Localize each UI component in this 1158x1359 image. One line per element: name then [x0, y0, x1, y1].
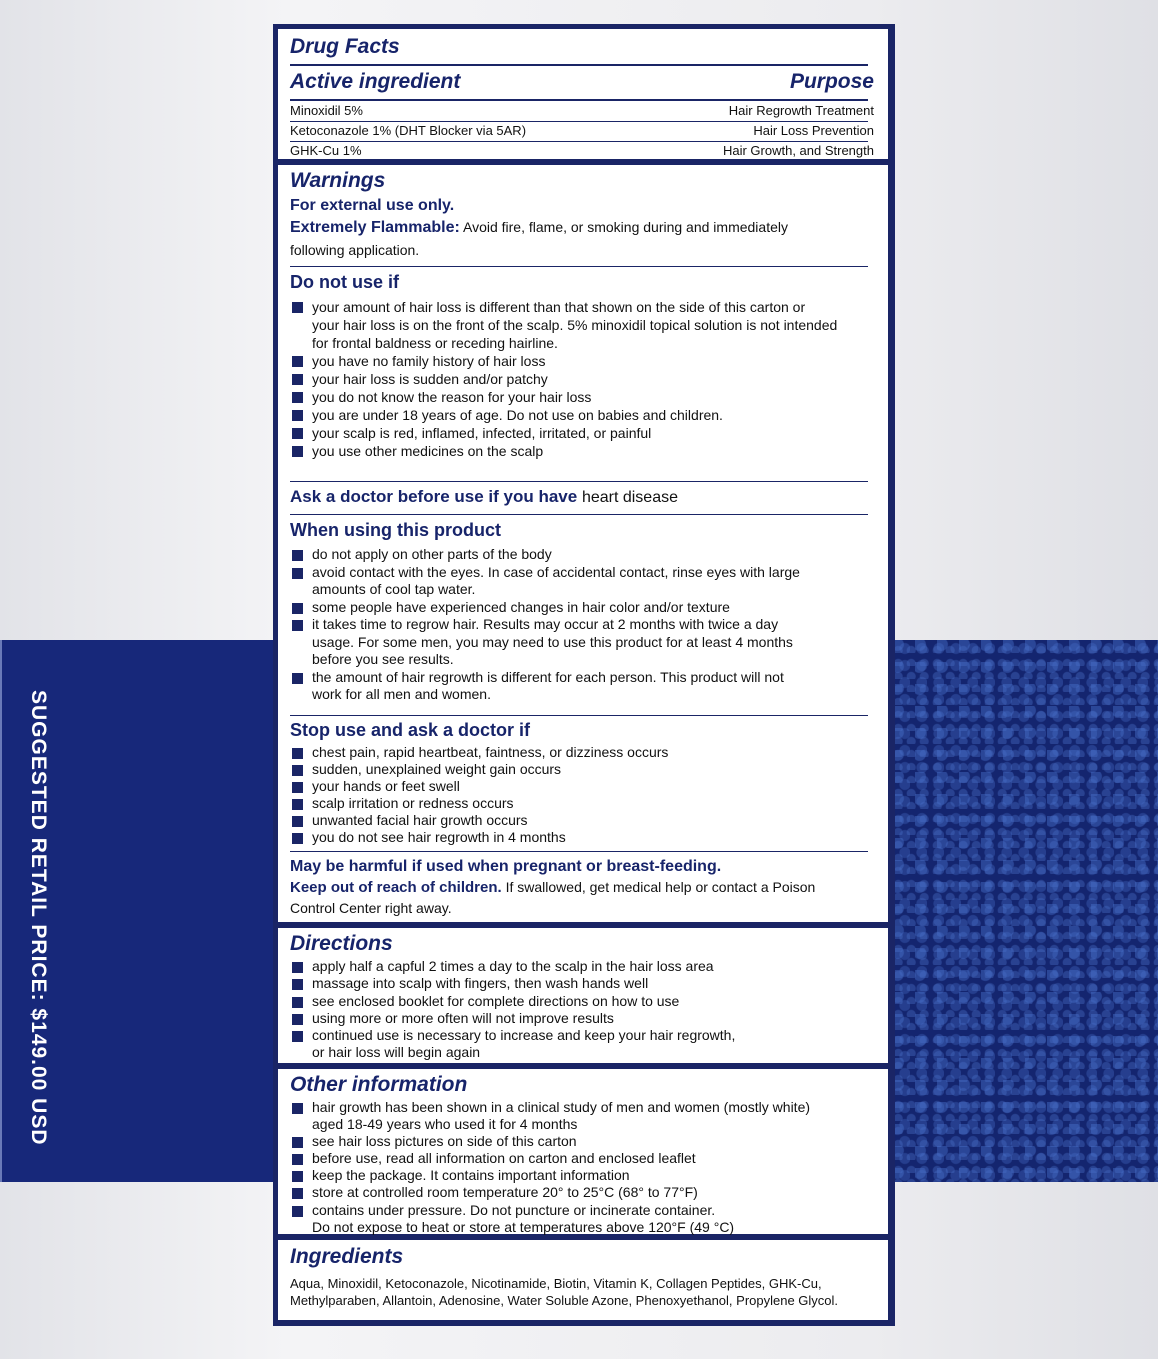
stop-use-list — [290, 744, 870, 846]
children-label: Keep out of reach of children. — [290, 879, 502, 896]
list-item — [290, 546, 870, 564]
children-warning — [290, 879, 874, 896]
list-item-text: you have no family history of hair loss — [312, 353, 546, 369]
children-text: If swallowed, get medical help or contact a Poison — [505, 879, 816, 895]
list-item — [290, 829, 870, 846]
list-item — [290, 1202, 870, 1236]
list-item-text: scalp irritation or redness occurs — [312, 795, 514, 811]
list-item-text: it takes time to regrow hair. Results may occur at 2 months with twice a day — [312, 616, 779, 632]
do-not-use-title: Do not use if — [290, 272, 399, 292]
ingredient-name: GHK-Cu 1% — [290, 143, 362, 158]
list-item-text: store at controlled room temperature 20° to 25°C (68° to 77°F) — [312, 1184, 698, 1201]
list-item-text: your amount of hair loss is different than that shown on the side of this carton or — [312, 299, 806, 315]
list-item — [290, 1010, 870, 1027]
list-item — [290, 812, 870, 829]
list-item — [290, 388, 870, 406]
flammable-text: Avoid fire, flame, or smoking during and immediately — [462, 219, 788, 235]
list-item-text: amounts of cool tap water. — [312, 581, 476, 597]
list-item-text: or hair loss will begin again — [312, 1044, 481, 1061]
list-item-text: massage into scalp with fingers, then wash hands well — [312, 975, 649, 992]
list-item-text: continued use is necessary to increase and keep your hair regrowth, — [312, 1027, 736, 1044]
list-item-text: aged 18-49 years who used it for 4 months — [312, 1116, 578, 1133]
list-item-text: some people have experienced changes in hair color and/or texture — [312, 598, 730, 615]
list-item — [290, 352, 870, 370]
list-item — [290, 564, 870, 599]
list-item-text: hair growth has been shown in a clinical study of men and women (mostly white) — [312, 1099, 811, 1115]
other-information-title: Other information — [290, 1073, 468, 1096]
list-item — [290, 669, 870, 704]
directions-title: Directions — [290, 932, 393, 955]
external-use-warning: For external use only. — [290, 197, 455, 214]
list-item-text: using more or more often will not improve results — [312, 1009, 614, 1026]
list-item — [290, 778, 870, 795]
list-item — [290, 406, 870, 424]
list-item-text: contains under pressure. Do not puncture or incinerate container. — [312, 1201, 716, 1218]
purpose-header: Purpose — [789, 70, 874, 93]
list-item-text: usage. For some men, you may need to use this product for at least 4 months — [312, 633, 793, 650]
list-item — [290, 761, 870, 778]
ingredient-purpose: Hair Regrowth Treatment — [728, 103, 874, 118]
ask-doctor-line — [290, 487, 874, 507]
list-item-text: your scalp is red, inflamed, infected, irritated, or painful — [312, 425, 652, 441]
list-item-text: sudden, unexplained weight gain occurs — [312, 761, 562, 777]
list-item — [290, 1184, 870, 1201]
list-item-text: you do not know the reason for your hair loss — [312, 389, 592, 405]
list-item-text: you are under 18 years of age. Do not use on babies and children. — [312, 407, 723, 423]
list-item-text: do not apply on other parts of the body — [312, 546, 552, 562]
list-item — [290, 1099, 870, 1133]
carton-edge-line — [0, 640, 2, 1182]
list-item-text: work for all men and women. — [312, 686, 491, 702]
children-text-continued: Control Center right away. — [290, 900, 452, 916]
list-item-text: you do not see hair regrowth in 4 months — [312, 829, 566, 845]
list-item-text: chest pain, rapid heartbeat, faintness, or dizziness occurs — [312, 744, 669, 760]
ingredient-row — [290, 123, 874, 138]
when-using-title: When using this product — [290, 520, 501, 540]
directions-list — [290, 958, 870, 1062]
list-item-text: your hair loss is on the front of the scalp. 5% minoxidil topical solution is not intended — [312, 317, 838, 333]
other-information-box — [278, 1069, 888, 1234]
warnings-box — [278, 165, 888, 922]
pregnancy-warning: May be harmful if used when pregnant or breast-feeding. — [290, 858, 722, 875]
list-item-text: you use other medicines on the scalp — [312, 443, 544, 459]
ingredients-title: Ingredients — [290, 1245, 404, 1268]
list-item-text: your hair loss is sudden and/or patchy — [312, 371, 548, 387]
drug-facts-box — [278, 29, 888, 159]
list-item — [290, 616, 870, 669]
drug-facts-title: Drug Facts — [290, 35, 400, 58]
warnings-title: Warnings — [290, 169, 386, 192]
ingredient-row — [290, 103, 874, 118]
directions-box — [278, 928, 888, 1063]
stop-use-title: Stop use and ask a doctor if — [290, 720, 531, 740]
carton-blue-band-pattern — [893, 640, 1158, 1182]
list-item-text: see hair loss pictures on side of this carton — [312, 1133, 577, 1150]
list-item — [290, 442, 870, 460]
list-item-text: Do not expose to heat or store at temperatures above 120°F (49 °C) — [312, 1218, 735, 1235]
suggested-retail-price: SUGGESTED RETAIL PRICE: $149.00 USD — [27, 690, 50, 1146]
list-item-text: before you see results. — [312, 651, 454, 667]
list-item-text: your hands or feet swell — [312, 778, 460, 794]
list-item-text: apply half a capful 2 times a day to the scalp in the hair loss area — [312, 958, 714, 974]
ingredients-list-line: Aqua, Minoxidil, Ketoconazole, Nicotinamide, Biotin, Vitamin K, Collagen Peptides, GHK-Cu, — [290, 1276, 822, 1291]
list-item — [290, 599, 870, 617]
list-item — [290, 958, 870, 975]
list-item — [290, 1167, 870, 1184]
list-item-text: the amount of hair regrowth is different for each person. This product will not — [312, 668, 784, 685]
list-item — [290, 993, 870, 1010]
list-item-text: unwanted facial hair growth occurs — [312, 812, 528, 828]
list-item — [290, 1027, 870, 1062]
ingredient-name: Ketoconazole 1% (DHT Blocker via 5AR) — [290, 123, 527, 138]
list-item — [290, 1133, 870, 1150]
other-information-list — [290, 1099, 870, 1236]
flammable-warning — [290, 219, 874, 237]
ingredient-purpose: Hair Growth, and Strength — [722, 143, 874, 158]
list-item-text: before use, read all information on carton and enclosed leaflet — [312, 1150, 696, 1167]
list-item — [290, 795, 870, 812]
list-item — [290, 370, 870, 388]
ingredients-box — [278, 1240, 888, 1320]
do-not-use-list — [290, 298, 870, 460]
list-item — [290, 298, 870, 352]
ingredient-name: Minoxidil 5% — [290, 103, 363, 118]
ask-doctor-condition: heart disease — [581, 489, 678, 506]
ingredients-list-line: Methylparaben, Allantoin, Adenosine, Water Soluble Azone, Phenoxyethanol, Propylene Glycol. — [290, 1293, 839, 1308]
list-item-text: keep the package. It contains important information — [312, 1167, 630, 1184]
list-item — [290, 424, 870, 442]
list-item — [290, 1150, 870, 1167]
drug-facts-panel — [273, 24, 895, 1326]
list-item-text: avoid contact with the eyes. In case of accidental contact, rinse eyes with large — [312, 563, 800, 580]
ingredient-row — [290, 143, 874, 158]
flammable-text-continued: following application. — [290, 242, 420, 258]
list-item-text: for frontal baldness or receding hairline. — [312, 335, 558, 351]
active-ingredient-header: Active ingredient — [290, 70, 461, 93]
list-item — [290, 975, 870, 992]
list-item — [290, 744, 870, 761]
when-using-list — [290, 546, 870, 704]
flammable-label: Extremely Flammable: — [290, 219, 460, 236]
ingredient-purpose: Hair Loss Prevention — [753, 123, 874, 138]
ask-doctor-label: Ask a doctor before use if you have — [290, 487, 578, 506]
list-item-text: see enclosed booklet for complete directions on how to use — [312, 992, 680, 1009]
